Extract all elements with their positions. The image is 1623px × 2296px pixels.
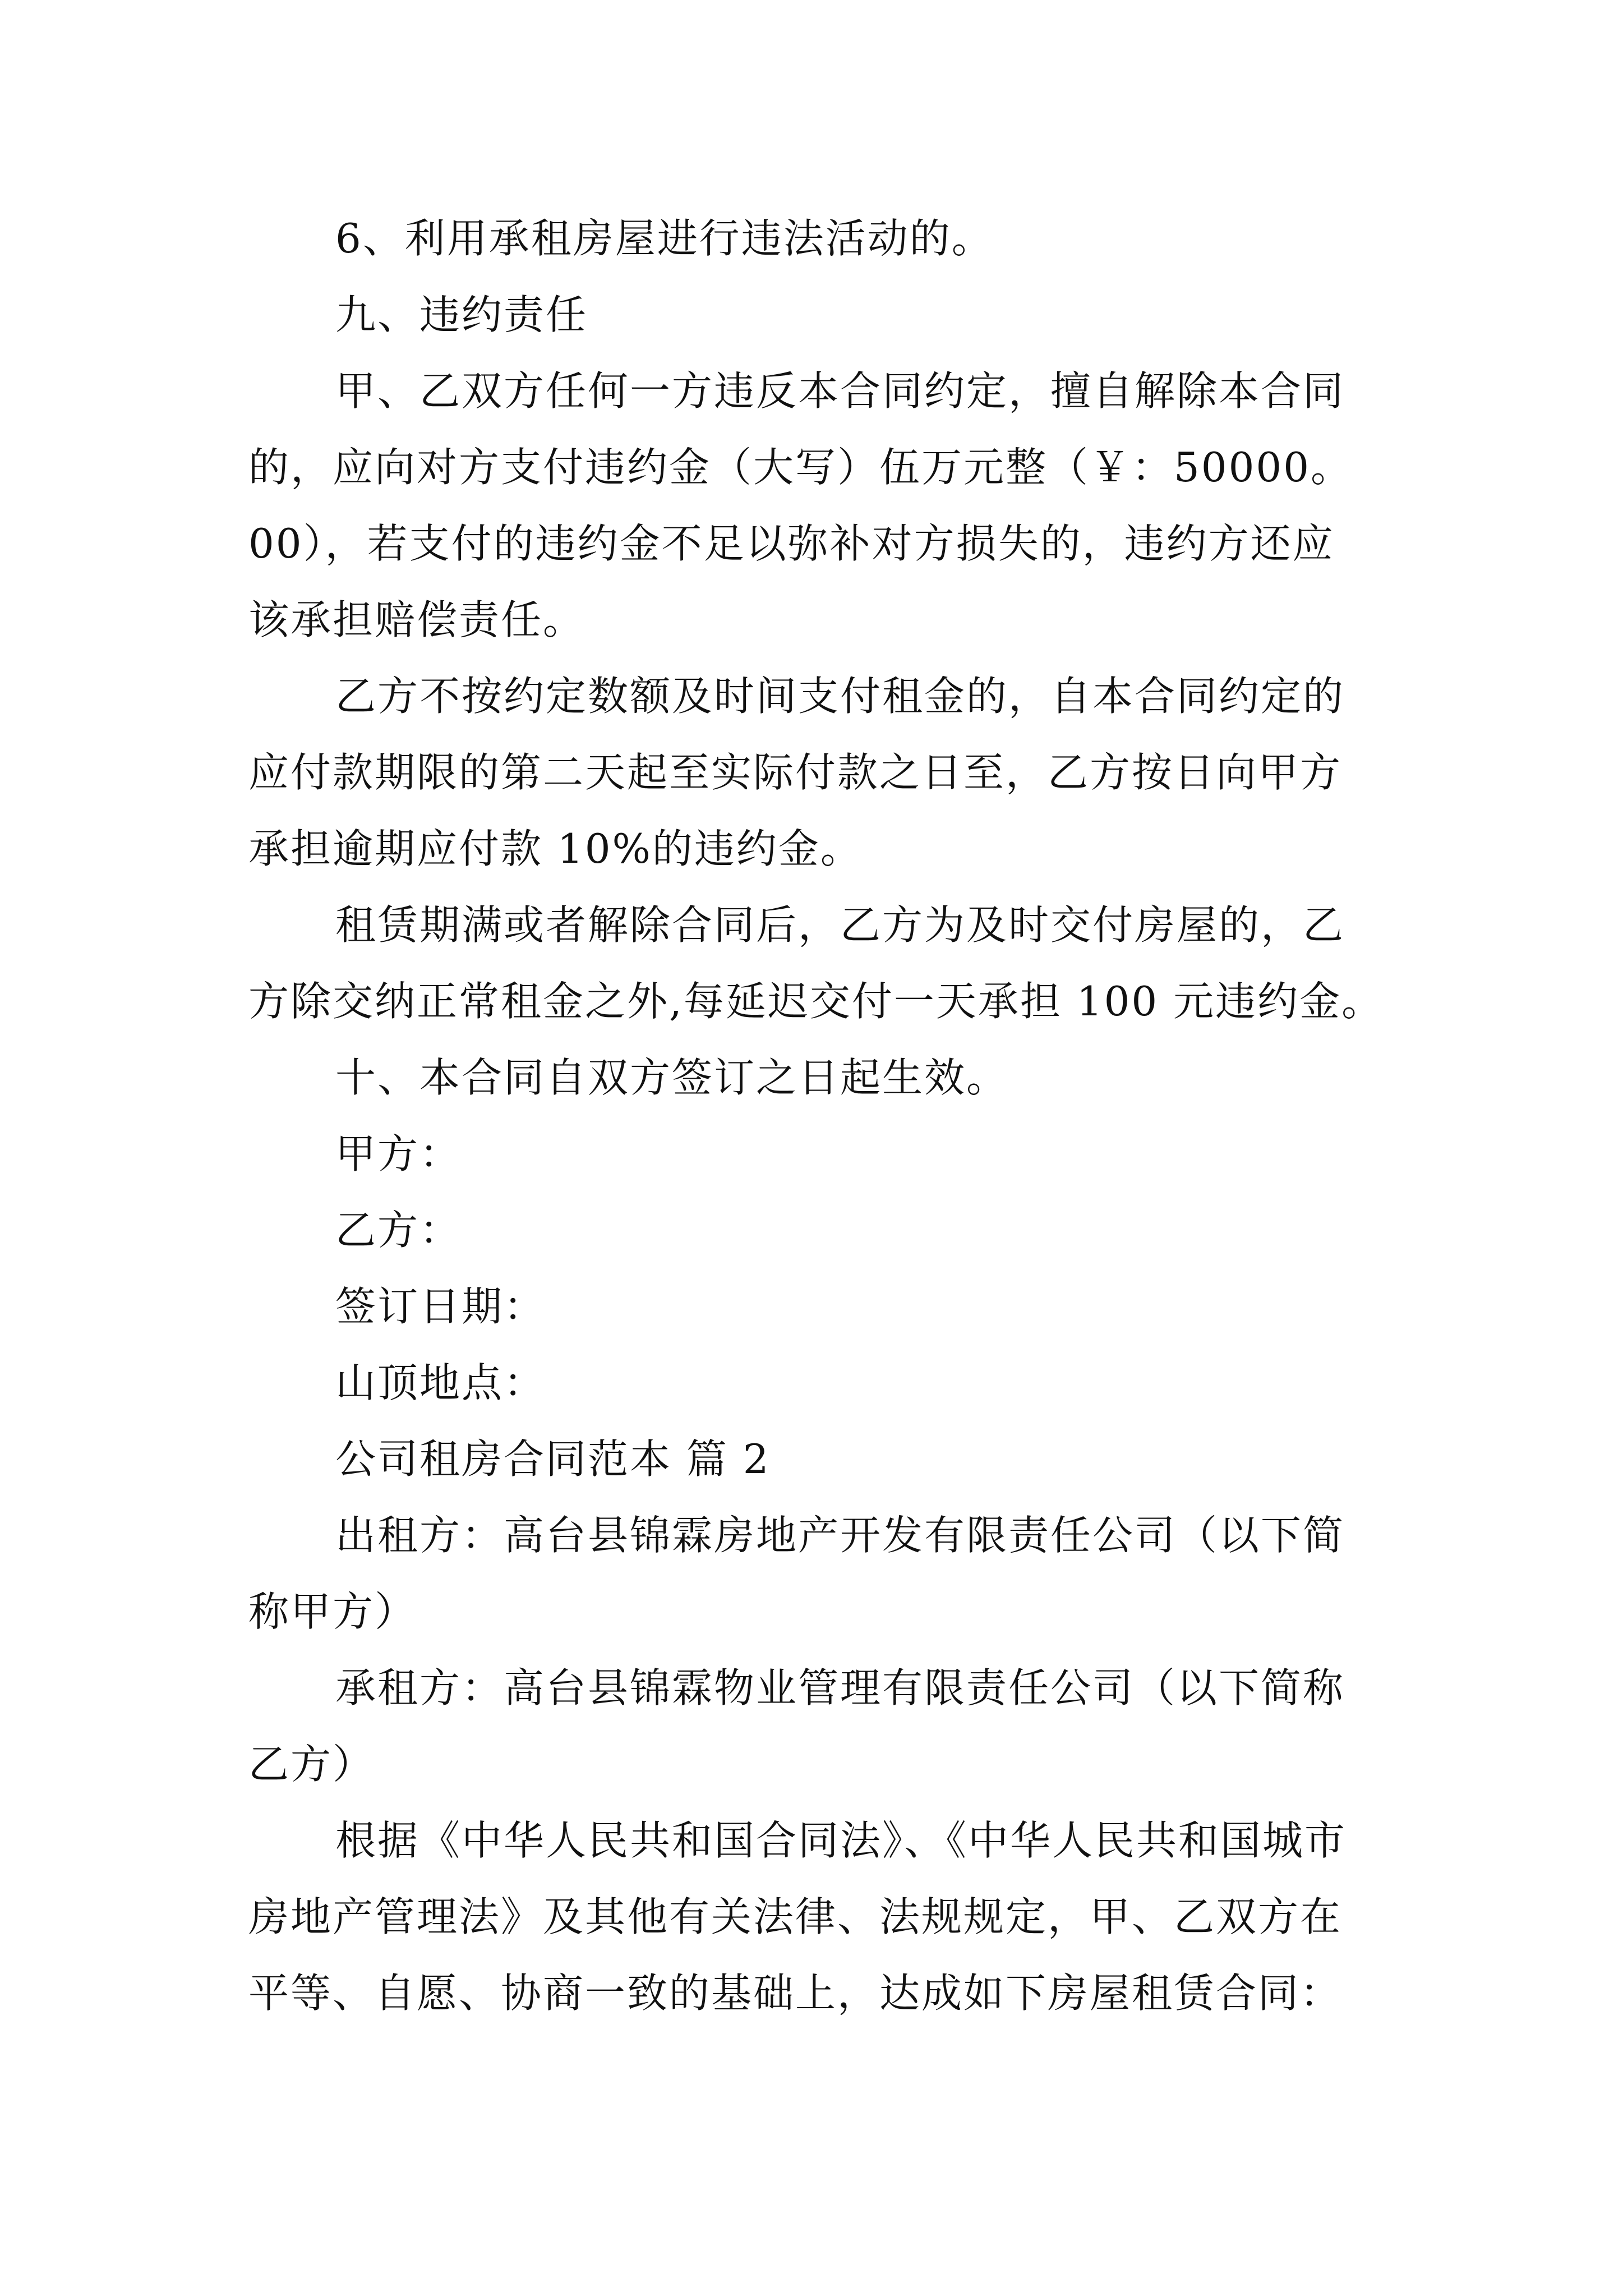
section-heading-breach: 九、违约责任 [335,291,588,338]
late-return-paragraph-line: 租赁期满或者解除合同后，乙方为及时交付房屋的，乙 [335,901,1345,949]
contract-title-part-2: 公司租房合同范本 篇 2 [335,1435,771,1483]
late-rent-paragraph-line: 应付款期限的第二天起至实际付款之日至，乙方按日向甲方 [248,749,1343,796]
breach-paragraph-line: 的，应向对方支付违约金（大写）伍万元整（￥：50000。 [248,444,1353,491]
lessee-paragraph-line: 乙方） [248,1741,375,1788]
section-effective-date: 十、本合同自双方签订之日起生效。 [335,1054,1009,1101]
lessee-paragraph-line: 承租方：高台县锦霖物业管理有限责任公司（以下简称 [335,1664,1345,1711]
breach-paragraph-line: 甲、乙双方任何一方违反本合同约定，擅自解除本合同 [335,367,1345,415]
breach-paragraph-line: 00），若支付的违约金不足以弥补对方损失的，违约方还应 [248,520,1335,567]
signature-party-b: 乙方： [335,1207,462,1254]
late-rent-paragraph-line: 承担逾期应付款 10%的违约金。 [248,825,863,872]
document-body [248,200,1384,2031]
legal-basis-paragraph-line: 房地产管理法》及其他有关法律、法规规定，甲、乙双方在 [248,1893,1343,1940]
signing-date-label: 签订日期： [335,1283,546,1330]
lessor-paragraph-line: 称甲方） [248,1588,417,1635]
late-rent-paragraph-line: 乙方不按约定数额及时间支付租金的，自本合同约定的 [335,673,1345,720]
lessor-paragraph-line: 出租方：高台县锦霖房地产开发有限责任公司（以下简 [335,1512,1345,1559]
breach-paragraph-line: 该承担赔偿责任。 [248,596,585,643]
clause-illegal-use: 6、利用承租房屋进行违法活动的。 [335,215,994,262]
legal-basis-paragraph-line: 根据《中华人民共和国合同法》、《中华人民共和国城市 [335,1817,1347,1864]
legal-basis-paragraph-line: 平等、自愿、协商一致的基础上，达成如下房屋租赁合同： [248,1970,1343,2017]
signing-location-label: 山顶地点： [335,1359,546,1406]
signature-party-a: 甲方： [335,1130,462,1177]
late-return-paragraph-line: 方除交纳正常租金之外,每延迟交付一天承担 100 元违约金。 [248,978,1384,1025]
